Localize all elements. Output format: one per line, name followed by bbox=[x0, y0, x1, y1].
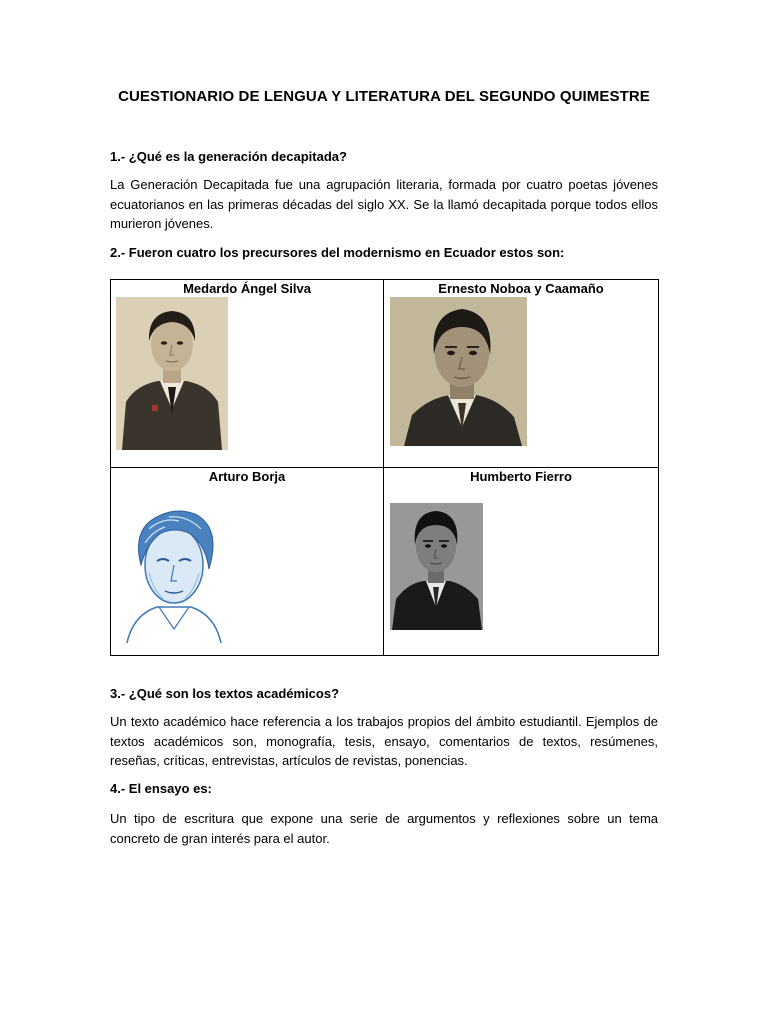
poet-name: Ernesto Noboa y Caamaño bbox=[438, 281, 604, 296]
poet-cell-noboa bbox=[384, 280, 658, 468]
answer-3: Un texto académico hace referencia a los trabajos propios del ámbito estudiantil. Ejemplos de textos académicos son, monografía, tesis, ensayo, comentarios de textos, resúmenes, reseñas, críticas, entrevistas, artículos de revistas, ponencias. bbox=[110, 714, 658, 768]
poet-name: Arturo Borja bbox=[208, 469, 286, 484]
question-4: 4.- El ensayo es: bbox=[110, 781, 212, 796]
poet-portrait-fierro bbox=[390, 503, 483, 630]
question-2: 2.- Fueron cuatro los precursores del modernismo en Ecuador estos son: bbox=[110, 245, 565, 260]
poets-table bbox=[110, 279, 659, 656]
poet-name: Humberto Fierro bbox=[470, 469, 572, 484]
poet-portrait-silva bbox=[116, 297, 228, 450]
poet-cell-silva bbox=[111, 280, 384, 468]
answer-1: La Generación Decapitada fue una agrupación literaria, formada por cuatro poetas jóvenes ecuatorianos en las primeras décadas del siglo XX. Se la llamó decapitada porque todos ellos murieron jóvenes. bbox=[110, 177, 658, 231]
poet-portrait-noboa bbox=[390, 297, 527, 446]
poet-cell-fierro bbox=[384, 468, 658, 655]
question-3: 3.- ¿Qué son los textos académicos? bbox=[110, 686, 340, 701]
question-1: 1.- ¿Qué es la generación decapitada? bbox=[110, 149, 347, 164]
poet-sketch-borja bbox=[119, 503, 229, 643]
poet-name: Medardo Ángel Silva bbox=[183, 281, 311, 296]
answer-4: Un tipo de escritura que expone una serie de argumentos y reflexiones sobre un tema concreto de gran interés para el autor. bbox=[110, 811, 658, 846]
poet-cell-borja bbox=[111, 468, 384, 655]
document-title: CUESTIONARIO DE LENGUA Y LITERATURA DEL SEGUNDO QUIMESTRE bbox=[118, 88, 650, 105]
